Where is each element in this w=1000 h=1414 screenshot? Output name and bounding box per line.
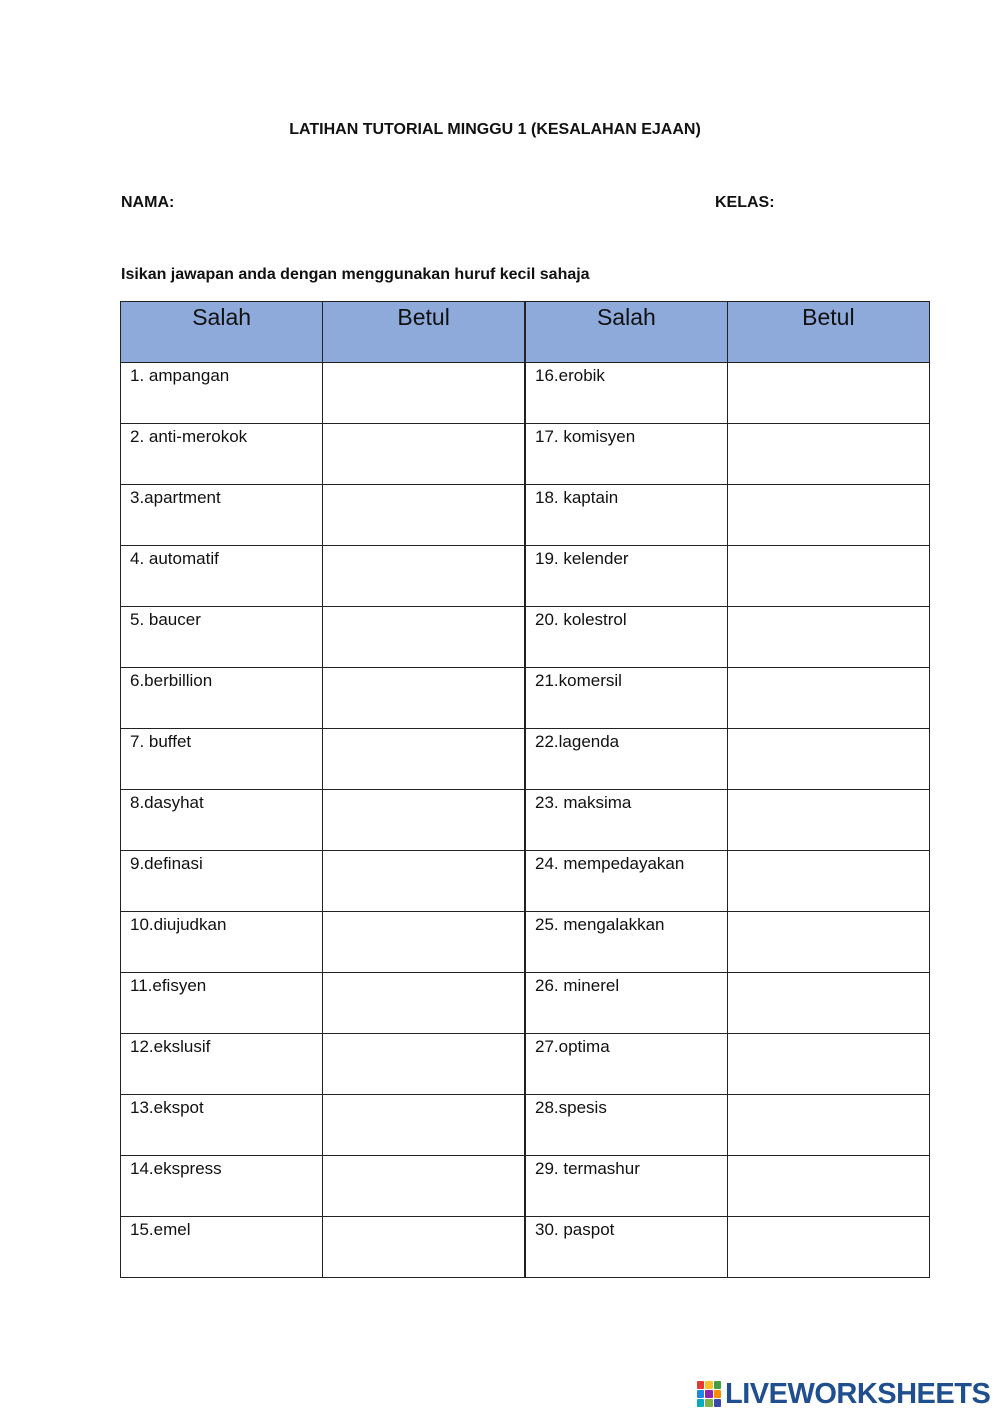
logo-square bbox=[697, 1381, 704, 1389]
table-row bbox=[121, 851, 930, 912]
table-row bbox=[121, 1217, 930, 1278]
wrong-word-right: 25. mengalakkan bbox=[525, 912, 727, 973]
wrong-word-left: 4. automatif bbox=[121, 546, 323, 607]
table-row bbox=[121, 546, 930, 607]
table-row bbox=[121, 1156, 930, 1217]
answer-field-left[interactable] bbox=[323, 790, 525, 851]
answer-field-right[interactable] bbox=[727, 485, 929, 546]
answer-field-left[interactable] bbox=[323, 607, 525, 668]
nama-label: NAMA: bbox=[121, 194, 175, 211]
table-header-row bbox=[121, 302, 930, 363]
wrong-word-left: 15.emel bbox=[121, 1217, 323, 1278]
header-salah-left: Salah bbox=[121, 302, 323, 363]
answer-field-left[interactable] bbox=[323, 1156, 525, 1217]
answer-field-left[interactable] bbox=[323, 424, 525, 485]
answer-field-right[interactable] bbox=[727, 790, 929, 851]
logo-square bbox=[697, 1399, 704, 1407]
wrong-word-right: 28.spesis bbox=[525, 1095, 727, 1156]
logo-square bbox=[705, 1390, 712, 1398]
answer-field-right[interactable] bbox=[727, 546, 929, 607]
liveworksheets-logo bbox=[697, 1377, 990, 1411]
wrong-word-right: 29. termashur bbox=[525, 1156, 727, 1217]
answer-field-left[interactable] bbox=[323, 1217, 525, 1278]
answer-field-left[interactable] bbox=[323, 1034, 525, 1095]
wrong-word-right: 18. kaptain bbox=[525, 485, 727, 546]
answer-field-right[interactable] bbox=[727, 1095, 929, 1156]
table-row bbox=[121, 912, 930, 973]
wrong-word-left: 10.diujudkan bbox=[121, 912, 323, 973]
wrong-word-right: 20. kolestrol bbox=[525, 607, 727, 668]
answer-field-left[interactable] bbox=[323, 1095, 525, 1156]
wrong-word-left: 2. anti-merokok bbox=[121, 424, 323, 485]
wrong-word-right: 26. minerel bbox=[525, 973, 727, 1034]
logo-square bbox=[714, 1399, 721, 1407]
answer-field-left[interactable] bbox=[323, 851, 525, 912]
wrong-word-left: 7. buffet bbox=[121, 729, 323, 790]
table-row bbox=[121, 973, 930, 1034]
wrong-word-right: 21.komersil bbox=[525, 668, 727, 729]
logo-square bbox=[697, 1390, 704, 1398]
spelling-table bbox=[120, 301, 930, 1278]
wrong-word-left: 14.ekspress bbox=[121, 1156, 323, 1217]
answer-field-right[interactable] bbox=[727, 1217, 929, 1278]
answer-field-left[interactable] bbox=[323, 485, 525, 546]
answer-field-left[interactable] bbox=[323, 729, 525, 790]
wrong-word-right: 30. paspot bbox=[525, 1217, 727, 1278]
answer-field-right[interactable] bbox=[727, 729, 929, 790]
answer-field-right[interactable] bbox=[727, 912, 929, 973]
wrong-word-right: 19. kelender bbox=[525, 546, 727, 607]
wrong-word-right: 24. mempedayakan bbox=[525, 851, 727, 912]
wrong-word-right: 22.lagenda bbox=[525, 729, 727, 790]
header-betul-right: Betul bbox=[727, 302, 929, 363]
logo-square bbox=[705, 1399, 712, 1407]
table-row bbox=[121, 1034, 930, 1095]
table-row bbox=[121, 424, 930, 485]
answer-field-right[interactable] bbox=[727, 668, 929, 729]
answer-field-left[interactable] bbox=[323, 973, 525, 1034]
logo-square bbox=[714, 1390, 721, 1398]
table-row bbox=[121, 1095, 930, 1156]
answer-field-right[interactable] bbox=[727, 424, 929, 485]
answer-field-left[interactable] bbox=[323, 363, 525, 424]
wrong-word-right: 16.erobik bbox=[525, 363, 727, 424]
answer-field-right[interactable] bbox=[727, 1156, 929, 1217]
liveworksheets-icon bbox=[697, 1381, 721, 1407]
wrong-word-left: 5. baucer bbox=[121, 607, 323, 668]
wrong-word-right: 23. maksima bbox=[525, 790, 727, 851]
logo-square bbox=[705, 1381, 712, 1389]
logo-square bbox=[714, 1381, 721, 1389]
wrong-word-left: 13.ekspot bbox=[121, 1095, 323, 1156]
answer-field-right[interactable] bbox=[727, 607, 929, 668]
worksheet-title: LATIHAN TUTORIAL MINGGU 1 (KESALAHAN EJAAN) bbox=[289, 121, 701, 138]
answer-field-left[interactable] bbox=[323, 668, 525, 729]
wrong-word-left: 1. ampangan bbox=[121, 363, 323, 424]
wrong-word-right: 27.optima bbox=[525, 1034, 727, 1095]
kelas-label: KELAS: bbox=[715, 194, 775, 211]
wrong-word-left: 11.efisyen bbox=[121, 973, 323, 1034]
table-body bbox=[121, 363, 930, 1278]
answer-field-right[interactable] bbox=[727, 973, 929, 1034]
wrong-word-left: 6.berbillion bbox=[121, 668, 323, 729]
wrong-word-right: 17. komisyen bbox=[525, 424, 727, 485]
table-row bbox=[121, 668, 930, 729]
header-betul-left: Betul bbox=[323, 302, 525, 363]
table-row bbox=[121, 790, 930, 851]
answer-field-right[interactable] bbox=[727, 363, 929, 424]
instruction-text: Isikan jawapan anda dengan menggunakan huruf kecil sahaja bbox=[121, 266, 590, 283]
wrong-word-left: 8.dasyhat bbox=[121, 790, 323, 851]
wrong-word-left: 12.ekslusif bbox=[121, 1034, 323, 1095]
table-row bbox=[121, 607, 930, 668]
wrong-word-left: 9.definasi bbox=[121, 851, 323, 912]
wrong-word-left: 3.apartment bbox=[121, 485, 323, 546]
answer-field-right[interactable] bbox=[727, 851, 929, 912]
answer-field-right[interactable] bbox=[727, 1034, 929, 1095]
table-row bbox=[121, 363, 930, 424]
answer-field-left[interactable] bbox=[323, 546, 525, 607]
header-salah-right: Salah bbox=[525, 302, 727, 363]
answer-field-left[interactable] bbox=[323, 912, 525, 973]
brand-name: LIVEWORKSHEETS bbox=[725, 1377, 991, 1410]
table-row bbox=[121, 729, 930, 790]
table-row bbox=[121, 485, 930, 546]
